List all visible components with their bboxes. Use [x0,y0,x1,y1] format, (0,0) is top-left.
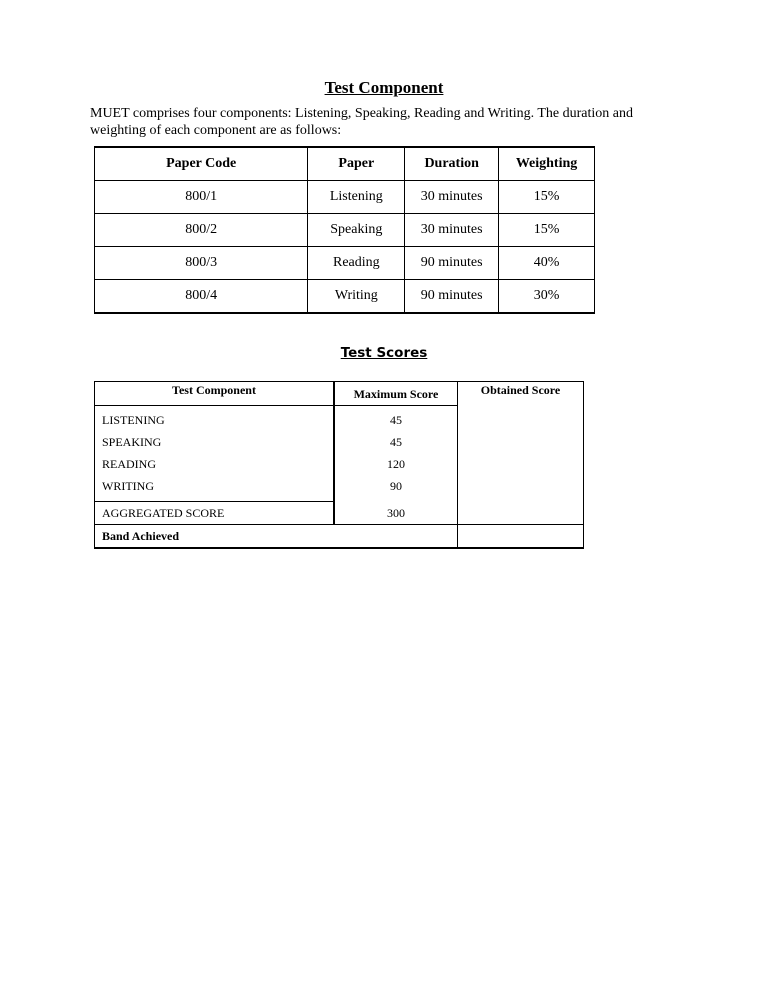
header-maximum-score: Maximum Score [353,387,439,401]
column-divider [333,382,335,525]
duration-cell: 90 minutes [405,280,499,314]
header-paper: Paper [308,147,405,181]
table-row [95,214,595,247]
weighting-cell: 30% [499,280,595,314]
page-title: Test Component [324,78,444,97]
header-duration: Duration [405,147,499,181]
header-weighting: Weighting [499,147,595,181]
component-name: LISTENING [102,413,165,427]
duration-cell: 90 minutes [405,247,499,280]
header-obtained-score: Obtained Score [480,383,561,397]
maximum-score: 45 [390,435,402,449]
band-achieved-label: Band Achieved [102,529,180,543]
components-header-row [95,147,595,181]
components-table [94,146,595,314]
paper-cell: Reading [308,247,405,280]
aggregated-score-label: AGGREGATED SCORE [102,506,225,520]
maximum-score: 90 [390,479,402,493]
table-row [95,181,595,214]
component-name: SPEAKING [102,435,162,449]
duration-cell: 30 minutes [405,214,499,247]
table-row [95,247,595,280]
paper-cell: Speaking [308,214,405,247]
row-divider [95,405,457,406]
component-name: WRITING [102,479,154,493]
scores-table [94,381,584,549]
scores-title: Test Scores [340,345,428,361]
paper-cell: Listening [308,181,405,214]
row-divider [95,501,334,502]
table-row [95,280,595,314]
paper-cell: Writing [308,280,405,314]
row-divider [95,524,583,525]
weighting-cell: 40% [499,247,595,280]
weighting-cell: 15% [499,181,595,214]
component-name: READING [102,457,156,471]
duration-cell: 30 minutes [405,181,499,214]
paper-code-cell: 800/3 [95,247,308,280]
maximum-score: 120 [387,457,405,471]
intro-paragraph: MUET comprises four components: Listening, Speaking, Reading and Writing. The duration and weighting of each component are as follows: [90,106,634,138]
paper-code-cell: 800/1 [95,181,308,214]
header-paper-code: Paper Code [95,147,308,181]
weighting-cell: 15% [499,214,595,247]
maximum-score: 45 [390,413,402,427]
aggregated-max-score: 300 [387,506,405,520]
paper-code-cell: 800/2 [95,214,308,247]
paper-code-cell: 800/4 [95,280,308,314]
header-test-component: Test Component [172,383,256,397]
